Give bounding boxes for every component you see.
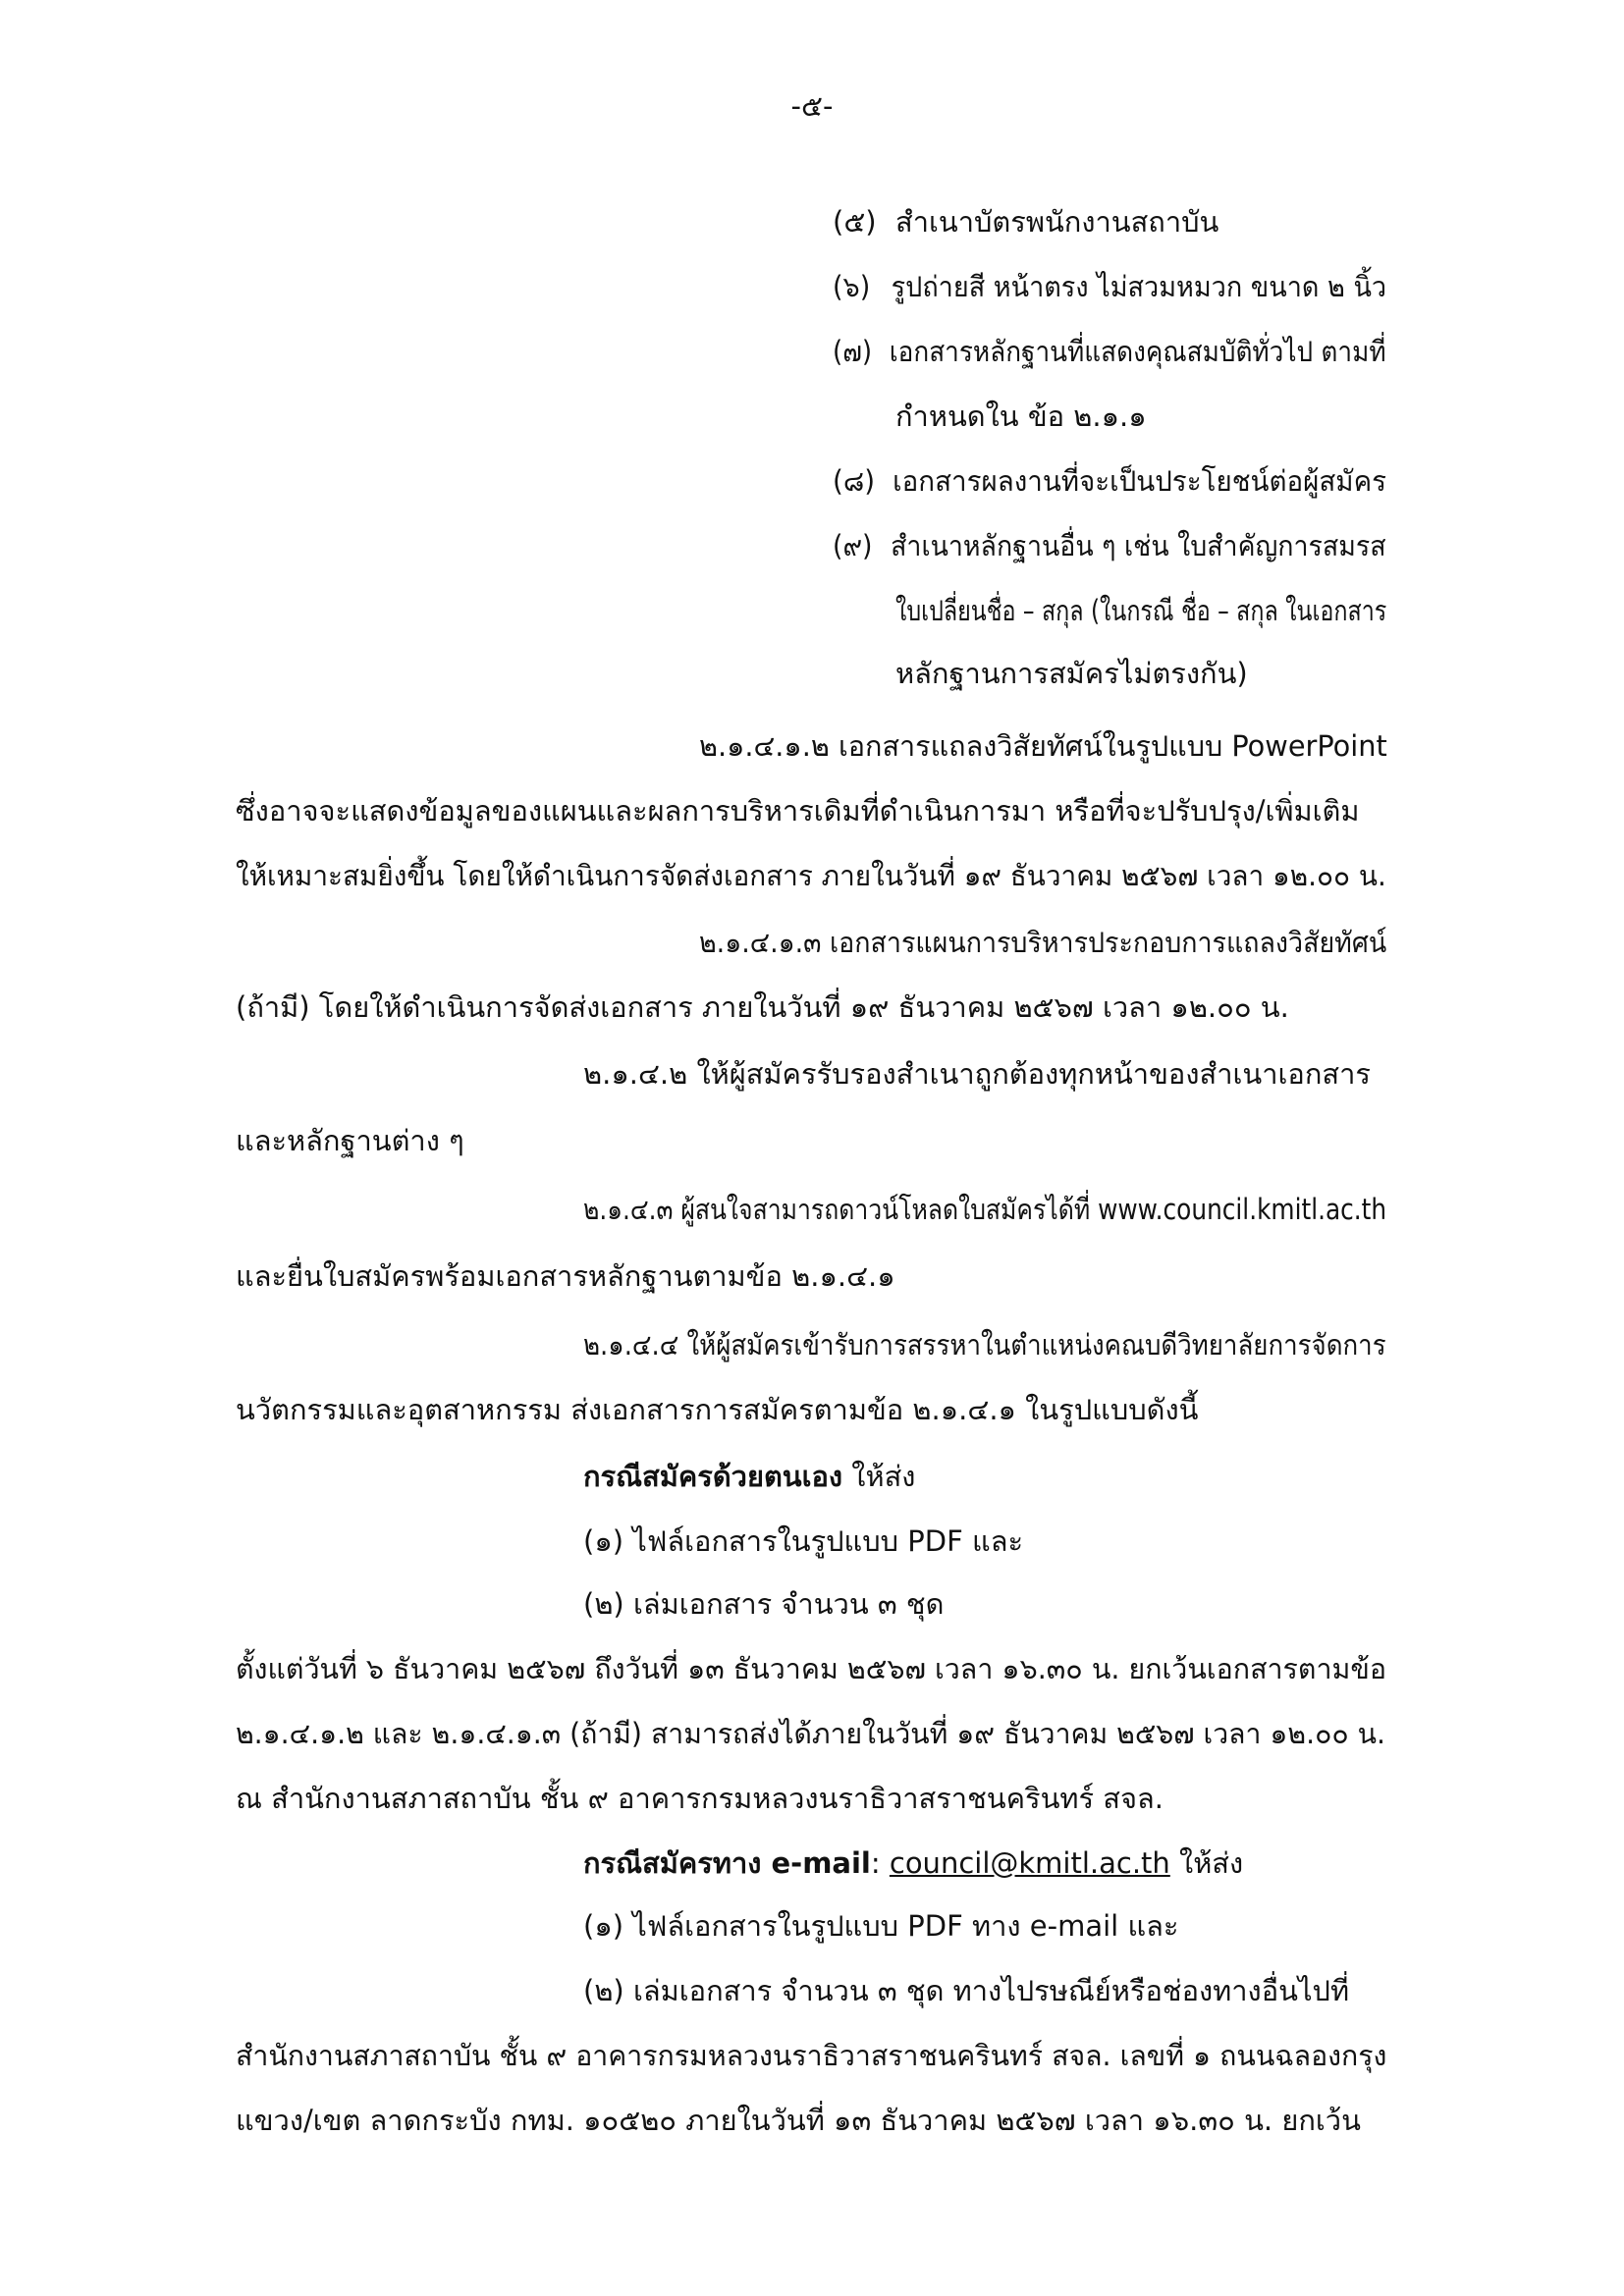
self-apply-item: (๑) ไฟล์เอกสารในรูปแบบ PDF และ (583, 1524, 1024, 1558)
email-apply-heading-bold: กรณีสมัครทาง e-mail (583, 1846, 871, 1880)
self-apply-item: (๒) เล่มเอกสาร จำนวน ๓ ชุด (583, 1587, 945, 1621)
paragraph-line: และหลักฐานต่าง ๆ (236, 1124, 464, 1157)
email-apply-heading (583, 1843, 1243, 1883)
email-apply-heading-colon: : (870, 1846, 890, 1880)
list-item-number: (๖) (833, 270, 871, 303)
paragraph-2-1-4-2-lead: ๒.๑.๔.๒ ให้ผู้สมัครรับรองสำเนาถูกต้องทุกหน้าของสำเนาเอกสาร (583, 1057, 1371, 1091)
list-item-text: สำเนาบัตรพนักงานสถาบัน (895, 205, 1219, 239)
paragraph-line: ณ สำนักงานสภาสถาบัน ชั้น ๙ อาคารกรมหลวงนราธิวาสราชนครินทร์ สจล. (236, 1782, 1164, 1815)
paragraph-line: ตั้งแต่วันที่ ๖ ธันวาคม ๒๕๖๗ ถึงวันที่ ๑๓ ธันวาคม ๒๕๖๗ เวลา ๑๖.๓๐ น. ยกเว้นเอกสารตามข้อ (236, 1652, 1387, 1685)
self-apply-heading (583, 1457, 915, 1496)
paragraph-line: นวัตกรรมและอุตสาหกรรม ส่งเอกสารการสมัครตามข้อ ๒.๑.๔.๑ ในรูปแบบดังนี้ (236, 1393, 1199, 1426)
email-apply-heading-rest: ให้ส่ง (1169, 1846, 1244, 1880)
paragraph-line: ๒.๑.๔.๑.๒ และ ๒.๑.๔.๑.๓ (ถ้ามี) สามารถส่งได้ภายในวันที่ ๑๙ ธันวาคม ๒๕๖๗ เวลา ๑๒.๐๐ น. (236, 1717, 1386, 1750)
list-item-continuation: หลักฐานการสมัครไม่ตรงกัน) (895, 657, 1248, 690)
list-item-number: (๕) (833, 205, 877, 239)
list-item-text: เอกสารหลักฐานที่แสดงคุณสมบัติทั่วไป ตามที่ (889, 335, 1386, 368)
self-apply-heading-bold: กรณีสมัครด้วยตนเอง (583, 1460, 843, 1493)
paragraph-line: และยื่นใบสมัครพร้อมเอกสารหลักฐานตามข้อ ๒.๑.๔.๑ (236, 1259, 895, 1293)
list-item-continuation: กำหนดใน ข้อ ๒.๑.๑ (895, 400, 1147, 433)
paragraph-2-1-4-3-lead: ๒.๑.๔.๓ ผู้สนใจสามารถดาวน์โหลดใบสมัครได้ที่ www.council.kmitl.ac.th (583, 1193, 1387, 1226)
list-item-number: (๘) (833, 464, 876, 498)
paragraph-2-1-4-4-lead: ๒.๑.๔.๔ ให้ผู้สมัครเข้ารับการสรรหาในตำแหน่งคณบดีวิทยาลัยการจัดการ (583, 1328, 1386, 1362)
paragraph-line: ซึ่งอาจจะแสดงข้อมูลของแผนและผลการบริหารเดิมที่ดำเนินการมา หรือที่จะปรับปรุง/เพิ่มเติม (236, 794, 1360, 828)
self-apply-heading-rest: ให้ส่ง (842, 1460, 916, 1493)
list-item-text: รูปถ่ายสี หน้าตรง ไม่สวมหมวก ขนาด ๒ นิ้ว (891, 270, 1387, 303)
paragraph-2-1-4-1-3-lead: ๒.๑.๔.๑.๓ เอกสารแผนการบริหารประกอบการแถลงวิสัยทัศน์ (699, 926, 1387, 959)
list-item-number: (๙) (833, 529, 873, 562)
list-item-text: สำเนาหลักฐานอื่น ๆ เช่น ใบสำคัญการสมรส (891, 529, 1386, 562)
list-item-number: (๗) (833, 335, 873, 368)
list-item-text: เอกสารผลงานที่จะเป็นประโยชน์ต่อผู้สมัคร (893, 464, 1387, 498)
paragraph-line: สำนักงานสภาสถาบัน ชั้น ๙ อาคารกรมหลวงนราธิวาสราชนครินทร์ สจล. เลขที่ ๑ ถนนฉลองกรุง (236, 2039, 1387, 2072)
paragraph-line: (ถ้ามี) โดยให้ดำเนินการจัดส่งเอกสาร ภายในวันที่ ๑๙ ธันวาคม ๒๕๖๗ เวลา ๑๒.๐๐ น. (236, 990, 1289, 1024)
page-number: -๕- (790, 89, 834, 123)
paragraph-line: ให้เหมาะสมยิ่งขึ้น โดยให้ดำเนินการจัดส่งเอกสาร ภายในวันที่ ๑๙ ธันวาคม ๒๕๖๗ เวลา ๑๒.๐๐ น. (236, 859, 1386, 892)
paragraph-line: แขวง/เขต ลาดกระบัง กทม. ๑๐๕๒๐ ภายในวันที่ ๑๓ ธันวาคม ๒๕๖๗ เวลา ๑๖.๓๐ น. ยกเว้น (236, 2104, 1361, 2137)
paragraph-2-1-4-1-2-lead: ๒.๑.๔.๑.๒ เอกสารแถลงวิสัยทัศน์ในรูปแบบ PowerPoint (699, 729, 1387, 763)
email-apply-item: (๑) ไฟล์เอกสารในรูปแบบ PDF ทาง e-mail และ (583, 1909, 1179, 1943)
email-link[interactable]: council@kmitl.ac.th (889, 1846, 1170, 1880)
email-apply-item: (๒) เล่มเอกสาร จำนวน ๓ ชุด ทางไปรษณีย์หรือช่องทางอื่นไปที่ (583, 1974, 1350, 2007)
list-item-continuation: ใบเปลี่ยนชื่อ – สกุล (ในกรณี ชื่อ – สกุล ในเอกสาร (895, 594, 1387, 627)
